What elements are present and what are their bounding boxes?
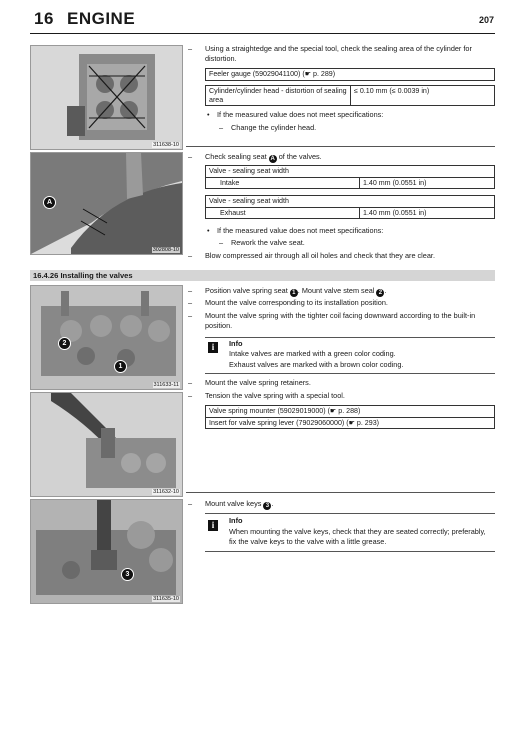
action-text: Change the cylinder head. [231,123,317,132]
info-keys-text: When mounting the valve keys, check that they are seated correctly; preferably, fix the valve keys to the valve with a little grease. [229,527,486,546]
tool-table-feeler-gauge [205,68,495,81]
action-text: Rework the valve seat. [231,238,305,247]
callout-3: 3 [121,568,134,581]
callout-1-inline: 1 [290,289,298,297]
step-mount-spring: Mount the valve spring with the tighter coil facing downward according to the built-in position. [205,311,476,330]
step-position-seat-pre: Position valve spring seat [205,286,288,295]
info-rule-bottom [205,551,495,552]
spec-table-exhaust [205,195,495,219]
spec-value: 1.40 mm (0.0551 in) [360,177,495,189]
figure-valve-seat [30,152,183,255]
cylinder-head-illustration [31,46,182,149]
condition-text: If the measured value does not meet specifications: [217,226,384,235]
step-check-seat-pre: Check sealing seat [205,152,267,161]
step-dash: – [188,44,193,53]
info-rule-top [205,513,495,514]
tool-feeler-gauge: Feeler gauge (59029041100) (☛ p. 289) [206,69,495,81]
spec-head: Valve - sealing seat width [206,196,495,208]
step-mount-keys [205,499,273,510]
step-dash: – [188,391,193,400]
cylinder-head-top-illustration [31,286,182,389]
info-rule-bottom [205,373,495,374]
info-rule-top [205,337,495,338]
spec-value: ≤ 0.10 mm (≤ 0.0039 in) [351,86,495,106]
section-heading-bar [30,270,495,281]
step-mount-keys-end: . [271,499,274,508]
separator [186,492,495,493]
info-icon: i [208,342,218,353]
figure-code: 311632-10 [153,489,179,495]
spec-label: Exhaust [206,207,360,219]
figure-cylinder-head-straightedge [30,45,183,150]
step-dash: – [188,378,193,387]
spec-table-distortion [205,85,495,106]
bullet-marker: • [207,226,210,235]
info-heading: Info [229,516,243,525]
step-dash: – [188,311,193,320]
step-blow-air: Blow compressed air through all oil holes and check that they are clear. [205,251,435,260]
callout-2: 2 [58,337,71,350]
action-dash: – [219,123,224,132]
condition-text: If the measured value does not meet specifications: [217,110,384,119]
tool-spring-lever-insert: Insert for valve spring lever (79029060000) (☛ p. 293) [206,417,495,429]
header-rule [30,33,495,34]
spec-label: Intake [206,177,360,189]
step-dash: – [188,298,193,307]
spec-label: Cylinder/cylinder head - distortion of sealing area [206,86,351,106]
step-check-seat-post: of the valves. [278,152,322,161]
step-mount-keys-text: Mount valve keys [205,499,262,508]
chapter-title: ENGINE [67,9,136,28]
figure-code: 311635-10 [153,596,179,602]
callout-2-inline: 2 [376,289,384,297]
info-icon: i [208,520,218,531]
page-number: 207 [478,15,494,25]
spec-value: 1.40 mm (0.0551 in) [360,207,495,219]
step-dash: – [188,286,193,295]
step-position-seat-mid: . Mount valve stem seal [297,286,375,295]
callout-a: A [43,196,56,209]
action-dash: – [219,238,224,247]
step-position-seat [205,286,387,297]
callout-a-inline: A [270,156,275,162]
bullet-marker: • [207,110,210,119]
step-check-seat [205,152,322,163]
info-line-exhaust: Exhaust valves are marked with a brown color coding. [229,360,404,369]
spec-table-intake [205,165,495,189]
step-dash: – [188,499,193,508]
step-check-distortion: Using a straightedge and the special tool, check the sealing area of the cylinder for distortion. [205,44,472,63]
chapter-number: 16 [34,9,54,28]
tool-spring-mounter: Valve spring mounter (59029019000) (☛ p. 288) [206,406,495,418]
callout-3-inline: 3 [263,502,271,510]
figure-code: 311633-11 [153,382,179,388]
info-line-intake: Intake valves are marked with a green color coding. [229,349,396,358]
figure-valve-keys [30,499,183,604]
figure-valve-spring-mounter [30,392,183,497]
step-position-seat-end: . [384,286,387,295]
info-heading: Info [229,339,243,348]
step-dash: – [188,152,193,161]
step-dash: – [188,251,193,260]
callout-1: 1 [114,360,127,373]
separator [186,146,495,147]
step-mount-retainers: Mount the valve spring retainers. [205,378,311,387]
valve-keys-illustration [31,500,182,603]
figure-valve-spring-seat [30,285,183,390]
spring-mounter-illustration [31,393,182,496]
tool-table-spring [205,405,495,429]
step-tension-spring: Tension the valve spring with a special tool. [205,391,345,400]
figure-code: 311638-10 [153,142,179,148]
figure-code: 302808-10 [152,247,179,253]
spec-head: Valve - sealing seat width [206,166,495,178]
step-mount-valve: Mount the valve corresponding to its installation position. [205,298,388,307]
section-title: 16.4.26 Installing the valves [33,271,133,280]
